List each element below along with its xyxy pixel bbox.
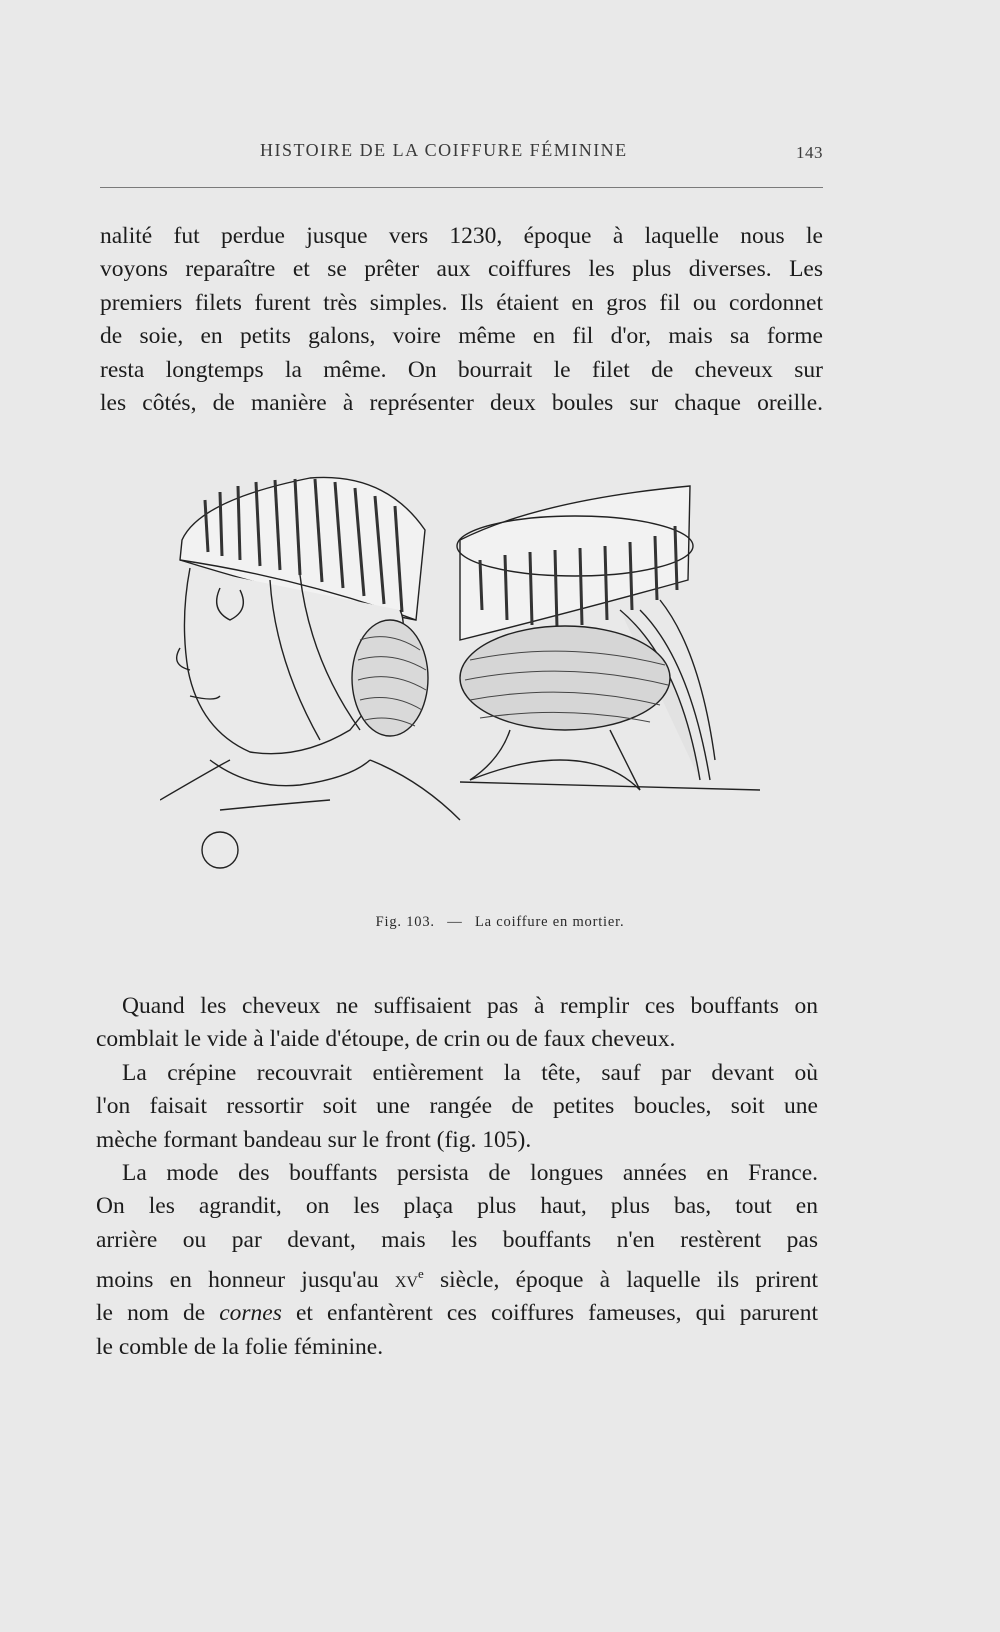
text-line: La mode des bouffants persista de longues années en France.	[122, 1160, 818, 1187]
text-line: le comble de la folie féminine.	[96, 1333, 384, 1360]
text-line: nalité fut perdue jusque vers 1230, époque à laquelle nous le	[100, 223, 823, 249]
figure-engraving	[160, 460, 840, 920]
century-superscript: e	[417, 1266, 424, 1282]
text-line: les côtés, de manière à représenter deux boules sur chaque oreille.	[100, 390, 823, 417]
running-head-title: HISTOIRE DE LA COIFFURE FÉMININE	[260, 140, 628, 160]
text-fragment: moins en honneur jusqu'au	[96, 1267, 395, 1294]
text-line: voyons reparaître et se prêter aux coiffures les plus diverses. Les	[100, 256, 823, 283]
text-line: Quand les cheveux ne suffisaient pas à remplir ces bouffants on	[122, 993, 818, 1019]
page-number: 143	[796, 143, 823, 162]
text-fragment: le nom de	[96, 1300, 220, 1327]
text-line: de soie, en petits galons, voire même en fil d'or, mais sa forme	[100, 323, 823, 350]
text-line: resta longtemps la même. On bourrait le filet de cheveux sur	[100, 356, 823, 383]
figure-caption-text: La coiffure en mortier.	[474, 914, 625, 930]
text-line	[96, 1257, 818, 1297]
paragraph-1	[100, 220, 823, 420]
head-front-illustration	[160, 477, 460, 868]
text-line: La crépine recouvrait entièrement la tête, sauf par devant où	[122, 1059, 818, 1086]
text-line: arrière ou par devant, mais les bouffants n'en restèrent pas	[96, 1226, 818, 1253]
century-numeral: xv	[394, 1267, 418, 1294]
text-line: premiers filets furent très simples. Ils étaient en gros fil ou cordonnet	[100, 289, 823, 316]
figure-caption-dash: —	[447, 914, 463, 930]
header-rule	[100, 187, 823, 188]
italic-term: cornes	[219, 1300, 282, 1327]
figure-caption	[0, 914, 1000, 931]
figure-caption-label: Fig. 103.	[375, 914, 435, 930]
text-fragment: et enfantèrent ces coiffures fameuses, qui parurent	[281, 1300, 818, 1327]
text-line: comblait le vide à l'aide d'étoupe, de crin ou de faux cheveux.	[96, 1026, 676, 1053]
text-line	[96, 1297, 818, 1330]
head-back-illustration	[457, 486, 760, 790]
text-line: On les agrandit, on les plaça plus haut, plus bas, tout en	[96, 1193, 818, 1220]
text-fragment: siècle, époque à laquelle ils prirent	[423, 1267, 818, 1294]
text-line: mèche formant bandeau sur le front (fig. 105).	[96, 1126, 532, 1153]
body-text-lower	[96, 990, 818, 1364]
text-line: l'on faisait ressortir soit une rangée de petites boucles, soit une	[96, 1093, 818, 1120]
